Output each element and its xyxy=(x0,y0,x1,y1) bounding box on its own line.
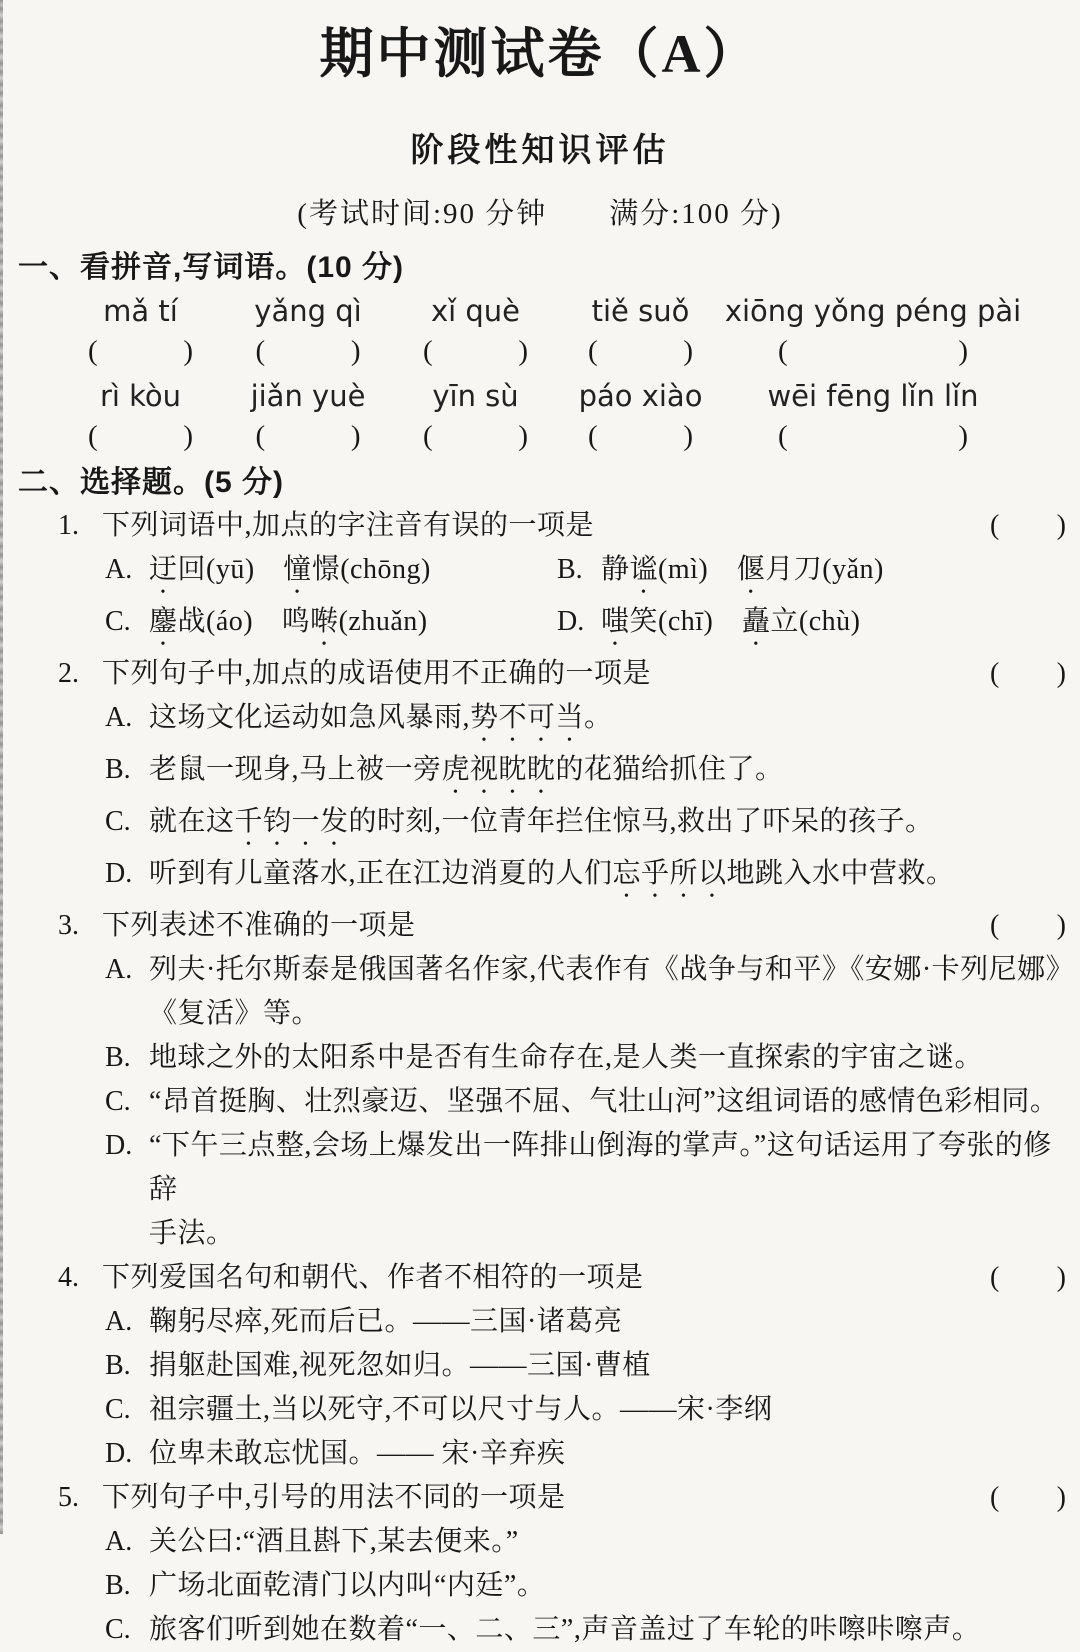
option-b xyxy=(557,548,1080,600)
option-c xyxy=(105,600,557,652)
option-label: B. xyxy=(557,554,583,585)
option-d xyxy=(105,852,1080,904)
option-label: C. xyxy=(105,1394,131,1425)
option-text: 位卑未敢忘忧国。—— 宋·辛弃疾 xyxy=(149,1438,566,1469)
option-text: 老鼠一现身,马上被一旁虎视眈眈的花猫给抓住了。 xyxy=(149,754,784,785)
question-1-options xyxy=(105,548,1080,652)
page-subtitle: 阶段性知识评估 xyxy=(410,131,670,168)
question-stem: 下列表述不准确的一项是 xyxy=(102,910,416,941)
answer-blank: ( ) xyxy=(990,910,1066,941)
option-d xyxy=(105,1432,1080,1476)
pinyin-item xyxy=(223,291,393,376)
pinyin-item xyxy=(58,376,223,461)
question-3 xyxy=(58,904,1080,1256)
question-4 xyxy=(58,1256,1080,1476)
option-label: C. xyxy=(105,1614,131,1645)
option-text: 关公曰:“酒且斟下,某去便来。” xyxy=(149,1526,519,1557)
question-number: 1. xyxy=(58,510,79,541)
option-text: 捐躯赴国难,视死忽如归。——三国·曹植 xyxy=(149,1350,651,1381)
option-text: 静谧(mì) 偃月刀(yǎn) xyxy=(601,554,884,585)
answer-blank-parens: ( ) xyxy=(88,420,193,452)
option-label: C. xyxy=(105,1086,131,1117)
section2-heading: 二、选择题。(5 分) xyxy=(18,466,284,499)
option-a xyxy=(105,1520,1080,1564)
option-text: 这场文化运动如急风暴雨,势不可当。 xyxy=(149,702,613,733)
answer-blank-parens: ( ) xyxy=(778,335,968,367)
option-label: D. xyxy=(105,858,133,889)
option-c xyxy=(105,1608,1080,1652)
option-label: B. xyxy=(105,1570,131,1601)
question-stem: 下列句子中,引号的用法不同的一项是 xyxy=(102,1482,566,1513)
option-d xyxy=(105,1124,1080,1256)
pinyin-item xyxy=(393,376,558,461)
question-4-options xyxy=(105,1300,1080,1476)
exam-info-line: (考试时间:90 分钟 满分:100 分) xyxy=(297,198,783,230)
option-text: 旅客们听到她在数着“一、二、三”,声音盖过了车轮的咔嚓咔嚓声。 xyxy=(149,1614,981,1645)
option-label: C. xyxy=(105,606,131,637)
pinyin-grid xyxy=(58,291,1080,461)
option-label: A. xyxy=(105,554,133,585)
answer-blank-parens: ( ) xyxy=(588,335,693,367)
answer-blank-parens: ( ) xyxy=(423,420,528,452)
question-number: 2. xyxy=(58,658,79,689)
pinyin-item xyxy=(393,291,558,376)
question-2-options xyxy=(105,696,1080,904)
option-a xyxy=(105,948,1080,1036)
page-title: 期中测试卷（A） xyxy=(319,24,761,84)
option-text: “下午三点整,会场上爆发出一阵排山倒海的掌声。”这句话运用了夸张的修辞 手法。 xyxy=(149,1130,1052,1249)
question-stem: 下列词语中,加点的字注音有误的一项是 xyxy=(102,510,595,541)
option-text: 就在这千钧一发的时刻,一位青年拦住惊马,救出了吓呆的孩子。 xyxy=(149,806,934,837)
option-label: A. xyxy=(105,1526,133,1557)
option-label: D. xyxy=(105,1130,133,1161)
question-stem: 下列句子中,加点的成语使用不正确的一项是 xyxy=(102,658,652,689)
question-number: 4. xyxy=(58,1262,79,1293)
question-3-options xyxy=(105,948,1080,1256)
pinyin-row-1 xyxy=(58,291,1080,376)
pinyin-word: yīn sù xyxy=(432,379,519,413)
option-text: “昂首挺胸、壮烈豪迈、坚强不屈、气壮山河”这组词语的感情色彩相同。 xyxy=(149,1086,1059,1117)
option-c xyxy=(105,1080,1080,1124)
answer-blank-parens: ( ) xyxy=(778,420,968,452)
answer-blank-parens: ( ) xyxy=(588,420,693,452)
answer-blank: ( ) xyxy=(990,510,1066,541)
pinyin-item xyxy=(58,291,223,376)
option-b xyxy=(105,1036,1080,1080)
pinyin-item xyxy=(723,291,1023,376)
scan-edge-artifact xyxy=(0,0,3,1534)
option-text: 鞠躬尽瘁,死而后已。——三国·诸葛亮 xyxy=(149,1306,623,1337)
option-label: B. xyxy=(105,754,131,785)
answer-blank: ( ) xyxy=(990,658,1066,689)
pinyin-word: yǎng qì xyxy=(254,294,362,328)
option-label: B. xyxy=(105,1350,131,1381)
pinyin-row-2 xyxy=(58,376,1080,461)
option-label: A. xyxy=(105,954,133,985)
pinyin-word: wēi fēng lǐn lǐn xyxy=(767,379,979,413)
option-c xyxy=(105,1388,1080,1432)
option-text: 地球之外的太阳系中是否有生命存在,是人类一直探索的宇宙之谜。 xyxy=(149,1042,984,1073)
option-text: 嗤笑(chī) 矗立(chù) xyxy=(601,606,861,637)
option-c xyxy=(105,800,1080,852)
pinyin-word: páo xiào xyxy=(578,379,703,413)
pinyin-item xyxy=(223,376,393,461)
option-label: A. xyxy=(105,1306,133,1337)
pinyin-word: xiōng yǒng péng pài xyxy=(724,294,1022,328)
answer-blank: ( ) xyxy=(990,1482,1066,1513)
pinyin-word: jiǎn yuè xyxy=(250,379,366,413)
option-label: C. xyxy=(105,806,131,837)
question-2 xyxy=(58,652,1080,904)
answer-blank-parens: ( ) xyxy=(423,335,528,367)
option-a xyxy=(105,1300,1080,1344)
option-label: B. xyxy=(105,1042,131,1073)
option-text: 迂回(yū) 憧憬(chōng) xyxy=(149,554,431,585)
option-text: 祖宗疆土,当以死守,不可以尺寸与人。——宋·李纲 xyxy=(149,1394,773,1425)
pinyin-item xyxy=(723,376,1023,461)
option-b xyxy=(105,748,1080,800)
option-label: A. xyxy=(105,702,133,733)
pinyin-item xyxy=(558,291,723,376)
option-text: 列夫·托尔斯泰是俄国著名作家,代表作有《战争与和平》《安娜·卡列尼娜》 《复活》等。 xyxy=(149,954,1075,1029)
answer-blank-parens: ( ) xyxy=(255,335,361,367)
option-text: 广场北面乾清门以内叫“内廷”。 xyxy=(149,1570,546,1601)
pinyin-word: rì kòu xyxy=(99,379,182,413)
pinyin-word: mǎ tí xyxy=(103,294,178,328)
option-b xyxy=(105,1564,1080,1608)
question-stem: 下列爱国名句和朝代、作者不相符的一项是 xyxy=(102,1262,644,1293)
answer-blank: ( ) xyxy=(990,1262,1066,1293)
answer-blank-parens: ( ) xyxy=(88,335,193,367)
question-number: 5. xyxy=(58,1482,79,1513)
option-label: D. xyxy=(557,606,585,637)
option-label: D. xyxy=(105,1438,133,1469)
question-1 xyxy=(58,504,1080,652)
option-a xyxy=(105,548,557,600)
option-text: 听到有儿童落水,正在江边消夏的人们忘乎所以地跳入水中营救。 xyxy=(149,858,955,889)
pinyin-item xyxy=(558,376,723,461)
pinyin-word: tiě suǒ xyxy=(591,294,690,328)
question-5 xyxy=(58,1476,1080,1652)
option-a xyxy=(105,696,1080,748)
question-number: 3. xyxy=(58,910,79,941)
option-text: 鏖战(áo) 鸣啭(zhuǎn) xyxy=(149,606,428,637)
question-5-options xyxy=(105,1520,1080,1652)
answer-blank-parens: ( ) xyxy=(255,420,361,452)
section1-heading: 一、看拼音,写词语。(10 分) xyxy=(18,251,405,284)
pinyin-word: xǐ què xyxy=(430,294,521,328)
option-b xyxy=(105,1344,1080,1388)
option-d xyxy=(557,600,1080,652)
